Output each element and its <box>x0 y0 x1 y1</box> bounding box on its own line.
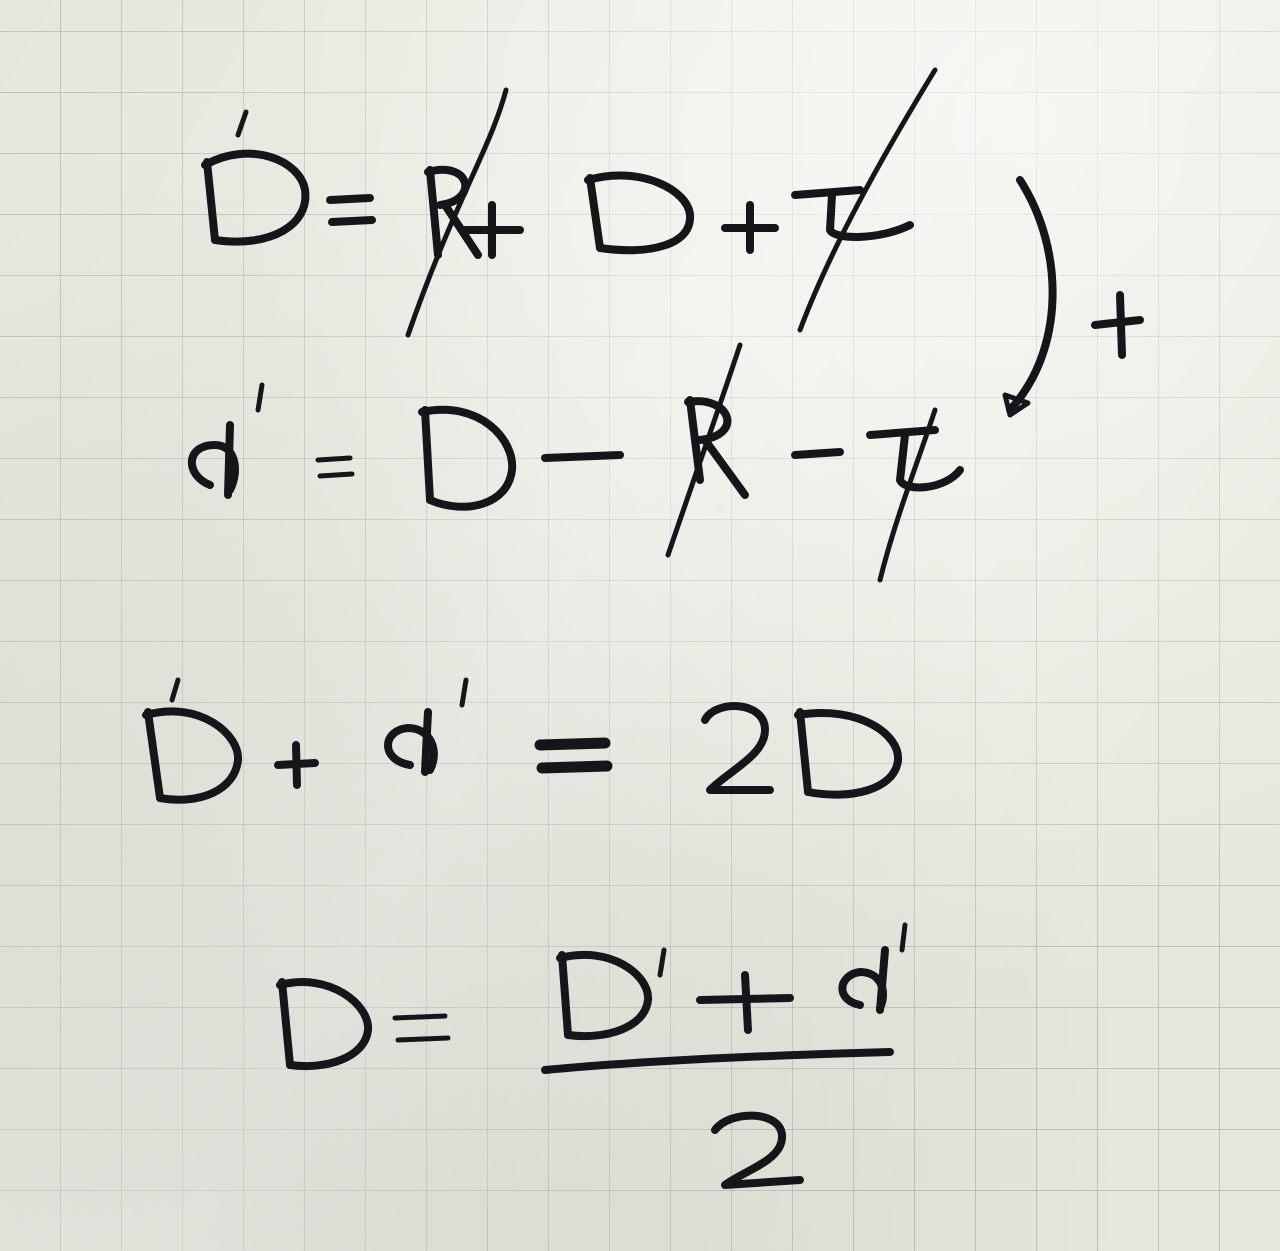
equation-1 <box>205 70 935 335</box>
equation-3 <box>146 680 898 800</box>
equation-4 <box>280 925 905 1185</box>
bracket-plus <box>1005 180 1140 415</box>
equation-2 <box>192 345 960 580</box>
